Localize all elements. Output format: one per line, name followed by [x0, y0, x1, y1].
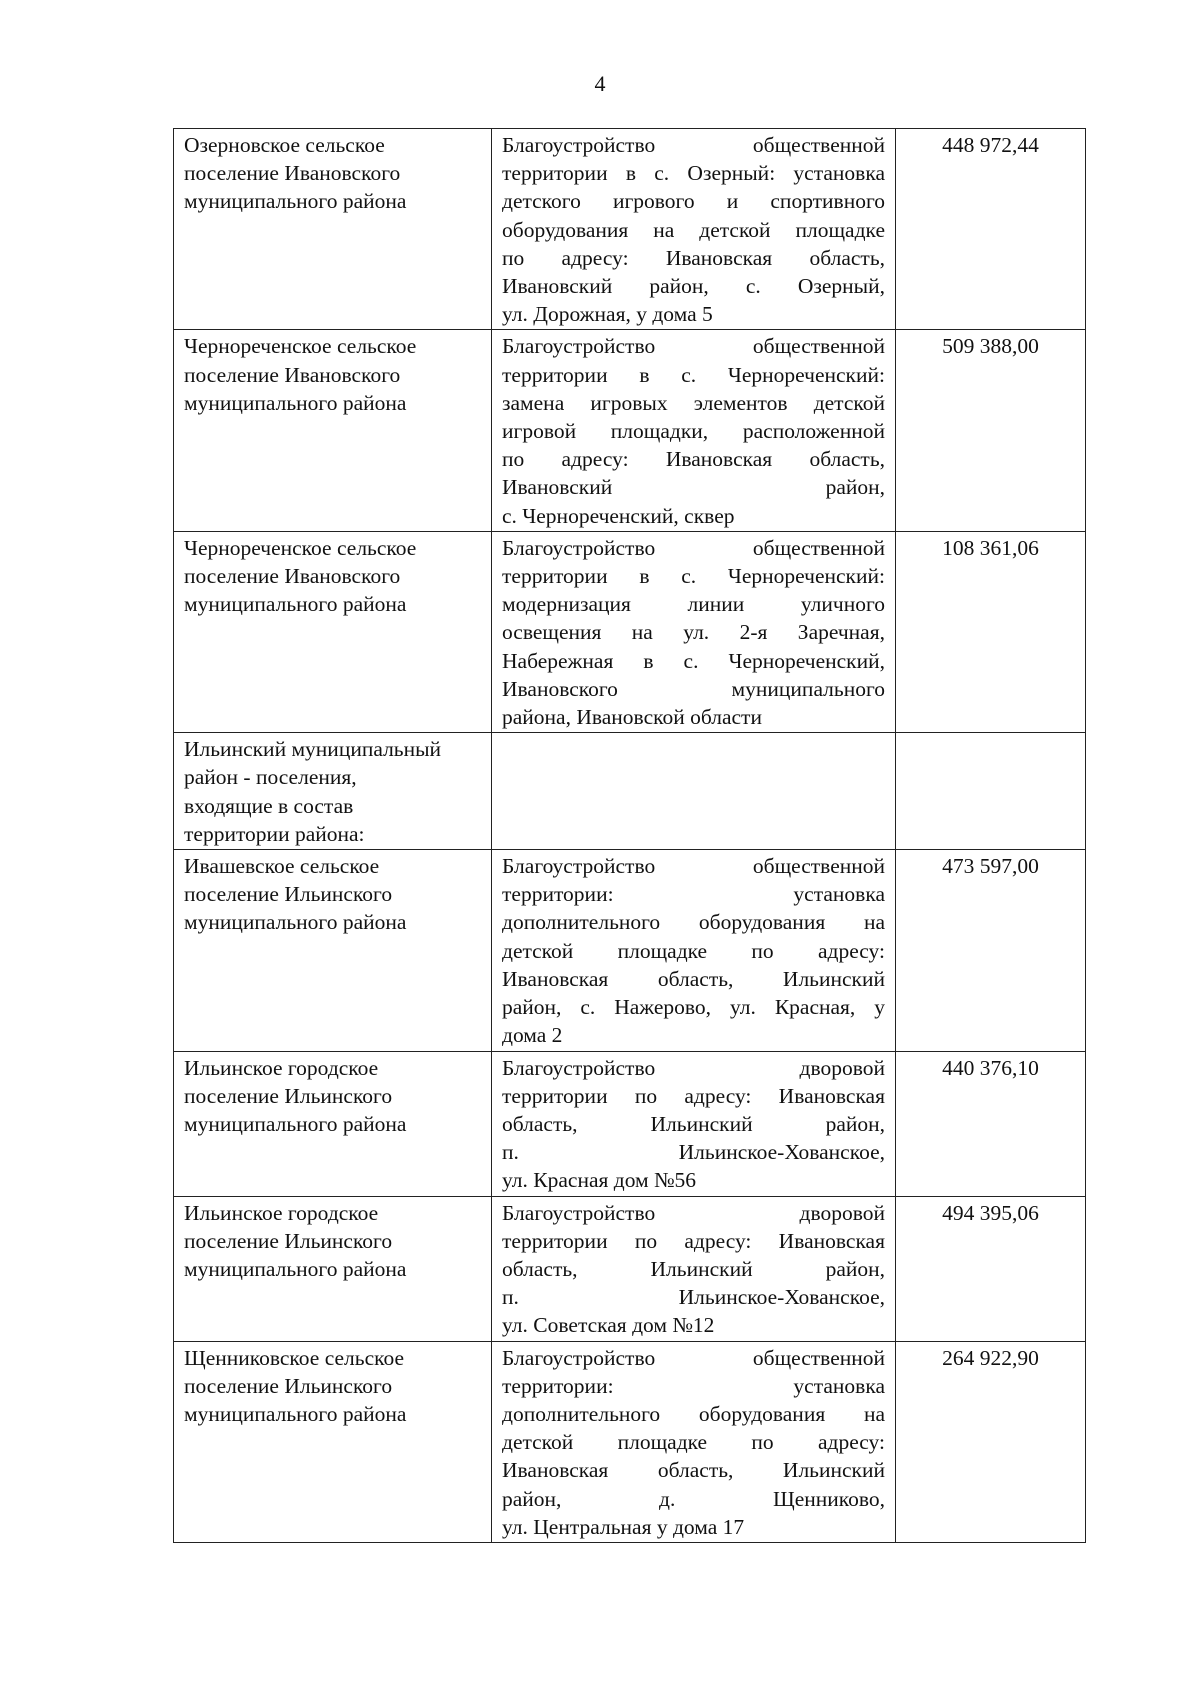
municipality-line: поселение Ильинского: [184, 1083, 393, 1108]
municipality-line: район - поселения,: [184, 765, 357, 790]
description-line: оборудования на детской площадке: [502, 217, 885, 242]
municipality-line: Озерновское сельское: [184, 133, 385, 157]
amount-cell: 108 361,06: [896, 531, 1086, 732]
description-cell: [492, 129, 896, 330]
description-line: территории в с. Чернореченский:: [502, 362, 885, 387]
municipality-cell: [174, 850, 492, 1051]
description-line: модернизация линии уличного: [502, 592, 885, 617]
description-line: Благоустройство общественной: [502, 334, 885, 359]
description-line: территории в с. Чернореченский:: [502, 564, 885, 589]
description-cell: [492, 1196, 896, 1341]
description-line: область, Ильинский район,: [502, 1256, 885, 1281]
funding-table: [173, 128, 1086, 1543]
municipality-line: муниципального района: [184, 910, 407, 935]
municipality-line: входящие в состав: [184, 793, 354, 818]
description-line: Ивановский район, с. Озерный,: [502, 274, 885, 299]
description-line: Благоустройство дворовой: [502, 1055, 885, 1080]
description-line: Благоустройство общественной: [502, 535, 885, 560]
municipality-line: Ивашевское сельское: [184, 854, 380, 879]
municipality-line: поселение Ильинского: [184, 1228, 393, 1253]
municipality-line: Ильинский муниципальный: [184, 737, 442, 762]
description-cell: [492, 531, 896, 732]
description-line: Благоустройство общественной: [502, 133, 885, 157]
municipality-line: поселение Ивановского: [184, 564, 401, 589]
municipality-line: муниципального района: [184, 390, 407, 415]
table-row: [174, 330, 1086, 531]
description-line: детской площадке по адресу:: [502, 1430, 885, 1455]
amount-cell: 264 922,90: [896, 1341, 1086, 1542]
municipality-line: муниципального района: [184, 1111, 407, 1136]
table-row: [174, 531, 1086, 732]
description-line: детского игрового и спортивного: [502, 189, 885, 214]
municipality-cell: [174, 1051, 492, 1196]
description-line: территории по адресу: Ивановская: [502, 1083, 885, 1108]
description-line: с. Чернореченский, сквер: [502, 503, 735, 528]
description-line: область, Ильинский район,: [502, 1111, 885, 1136]
municipality-cell: [174, 531, 492, 732]
description-line: района, Ивановской области: [502, 705, 762, 730]
description-line: территории: установка: [502, 882, 885, 907]
amount-cell: [896, 733, 1086, 850]
municipality-line: Щенниковское сельское: [184, 1345, 405, 1370]
page-number: 4: [594, 71, 606, 96]
table-row: [174, 733, 1086, 850]
description-line: территории в с. Озерный: установка: [502, 161, 885, 186]
description-line: ул. Советская дом №12: [502, 1313, 715, 1338]
description-line: дома 2: [502, 1023, 563, 1048]
description-line: ул. Дорожная, у дома 5: [502, 302, 713, 327]
description-line: Ивановский район,: [502, 475, 885, 500]
description-line: ул. Красная дом №56: [502, 1168, 697, 1193]
municipality-line: поселение Ивановского: [184, 161, 401, 186]
municipality-cell: [174, 1196, 492, 1341]
description-line: территории: установка: [502, 1373, 885, 1398]
municipality-line: Ильинское городское: [184, 1055, 379, 1080]
description-line: район, д. Щенниково,: [502, 1486, 885, 1511]
amount-cell: 448 972,44: [896, 129, 1086, 330]
municipality-line: муниципального района: [184, 592, 407, 617]
municipality-line: Чернореченское сельское: [184, 334, 417, 359]
description-line: ул. Центральная у дома 17: [502, 1514, 745, 1539]
description-cell: [492, 1341, 896, 1542]
description-line: дополнительного оборудования на: [502, 1401, 885, 1426]
table-row: [174, 850, 1086, 1051]
description-line: Ивановского муниципального: [502, 676, 885, 701]
description-line: по адресу: Ивановская область,: [502, 245, 885, 270]
description-line: Ивановская область, Ильинский: [502, 966, 885, 991]
description-line: Ивановская область, Ильинский: [502, 1458, 885, 1483]
municipality-cell: [174, 1341, 492, 1542]
amount-cell: 509 388,00: [896, 330, 1086, 531]
municipality-line: муниципального района: [184, 189, 407, 214]
table-row: [174, 129, 1086, 330]
municipality-line: поселение Ильинского: [184, 1373, 393, 1398]
description-line: район, с. Нажерово, ул. Красная, у: [502, 995, 885, 1020]
municipality-line: муниципального района: [184, 1256, 407, 1281]
municipality-line: Ильинское городское: [184, 1200, 379, 1225]
description-line: Благоустройство общественной: [502, 1345, 885, 1370]
description-cell: [492, 330, 896, 531]
municipality-line: поселение Ивановского: [184, 362, 401, 387]
municipality-line: территории района:: [184, 821, 365, 846]
description-line: Благоустройство дворовой: [502, 1200, 885, 1225]
municipality-cell: [174, 733, 492, 850]
description-line: замена игровых элементов детской: [502, 390, 885, 415]
description-line: игровой площадки, расположенной: [502, 419, 885, 444]
description-cell: [492, 1051, 896, 1196]
municipality-line: муниципального района: [184, 1401, 407, 1426]
description-cell: [492, 733, 896, 850]
municipality-line: Чернореченское сельское: [184, 535, 417, 560]
description-line: п. Ильинское-Хованское,: [502, 1140, 885, 1165]
description-line: п. Ильинское-Хованское,: [502, 1285, 885, 1310]
description-line: Набережная в с. Чернореченский,: [502, 648, 885, 673]
description-line: дополнительного оборудования на: [502, 910, 885, 935]
amount-cell: 440 376,10: [896, 1051, 1086, 1196]
description-line: территории по адресу: Ивановская: [502, 1228, 885, 1253]
description-line: детской площадке по адресу:: [502, 938, 885, 963]
municipality-cell: [174, 129, 492, 330]
description-line: освещения на ул. 2-я Заречная,: [502, 620, 885, 645]
table-row: [174, 1196, 1086, 1341]
table-row: [174, 1341, 1086, 1542]
table-body: [174, 129, 1086, 1543]
table-row: [174, 1051, 1086, 1196]
amount-cell: 473 597,00: [896, 850, 1086, 1051]
municipality-line: поселение Ильинского: [184, 882, 393, 907]
description-cell: [492, 850, 896, 1051]
amount-cell: 494 395,06: [896, 1196, 1086, 1341]
municipality-cell: [174, 330, 492, 531]
description-line: по адресу: Ивановская область,: [502, 447, 885, 472]
description-line: Благоустройство общественной: [502, 854, 885, 879]
